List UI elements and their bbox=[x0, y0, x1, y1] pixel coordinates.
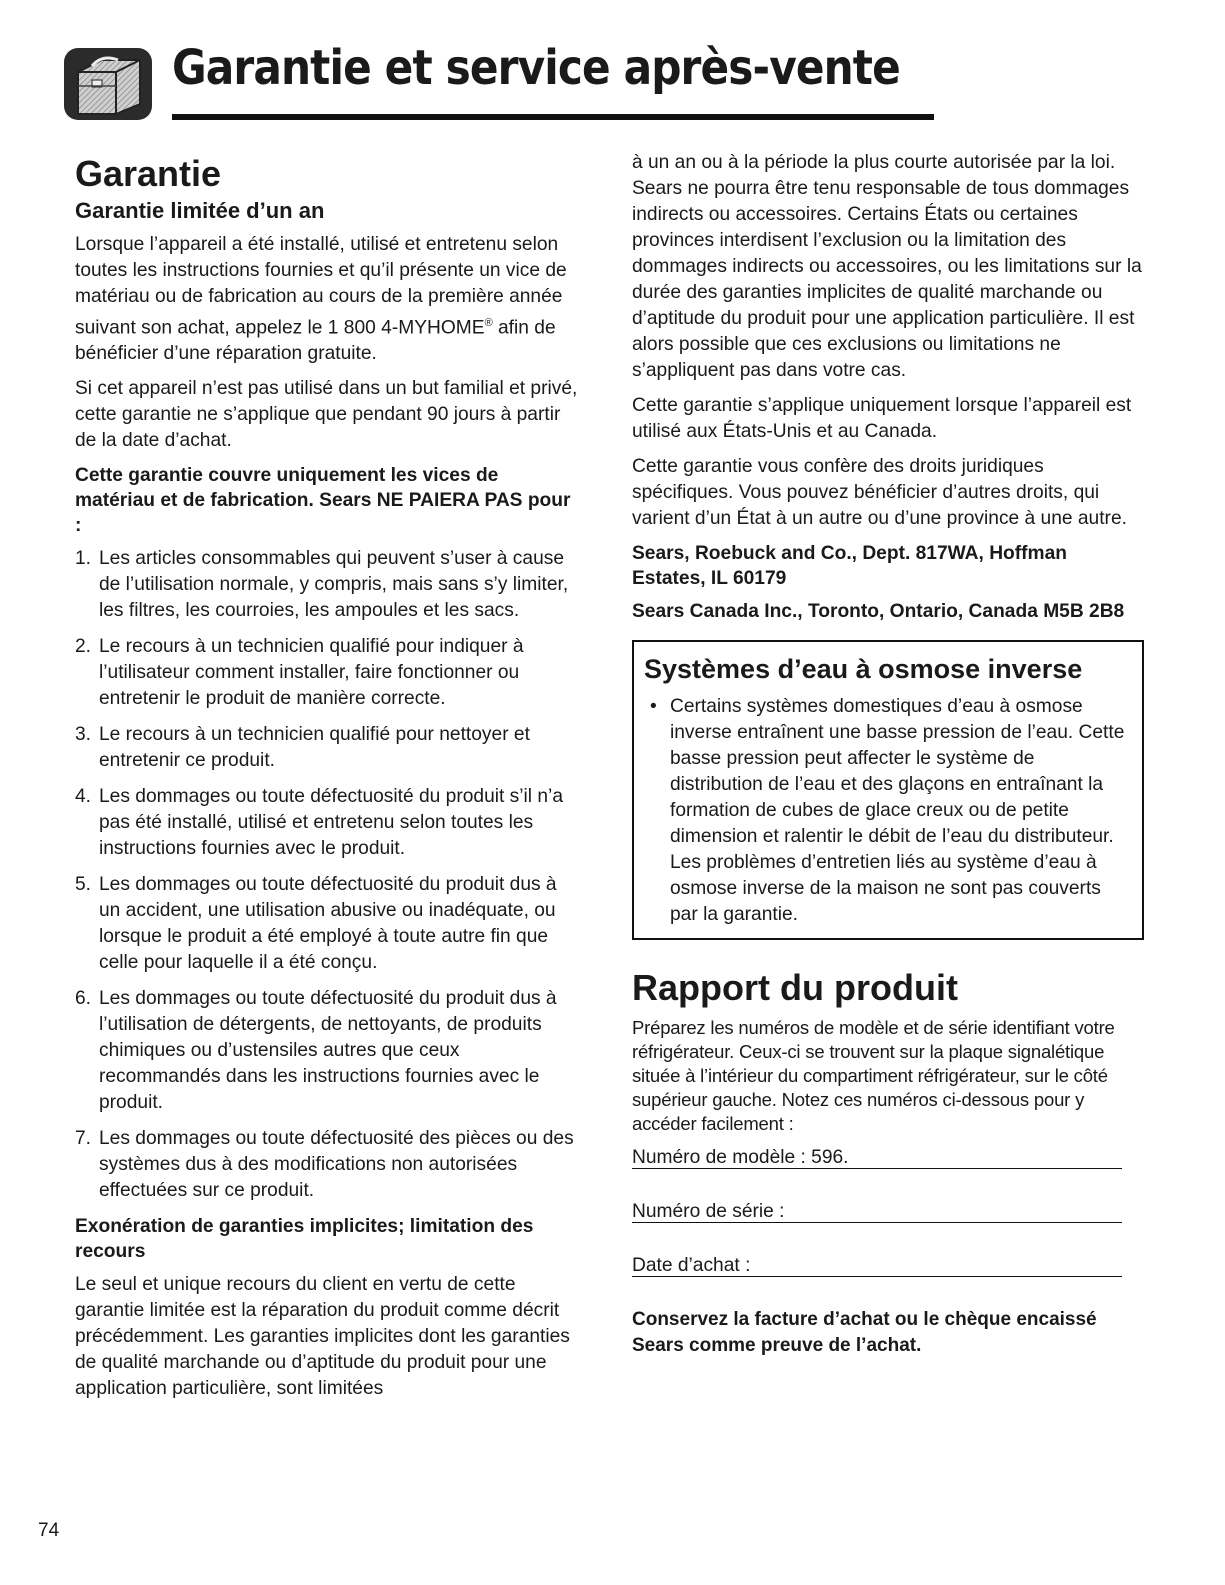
purchase-date-line[interactable] bbox=[632, 1276, 1122, 1277]
rapport-intro: Préparez les numéros de modèle et de série identifiant votre réfrigérateur. Ceux-ci se trouvent sur la plaque signalétique située à l’intérieur du compartiment réfrigérateur, sur le côté supérieur gauche. Notez ces numéros ci-dessous pour y accéder facilement : bbox=[632, 1017, 1115, 1134]
rapport-heading: Rapport du produit bbox=[632, 967, 958, 1008]
right-column bbox=[632, 150, 1144, 1368]
warranty-paragraph-1 bbox=[75, 232, 580, 367]
serial-number-field[interactable] bbox=[632, 1199, 1122, 1225]
model-number-line[interactable] bbox=[632, 1168, 1122, 1169]
exclusions-list bbox=[75, 546, 580, 1204]
disclaimer-paragraph: Le seul et unique recours du client en vertu de cette garantie limitée est la réparation du produit comme décrit précédemment. Les garanties implicites dont les garanties de qualité marchande ou d’aptitude du produit pour une application particulière, sont limitées bbox=[75, 1274, 570, 1400]
list-item-text: Les dommages ou toute défectuosité du produit dus à l’utilisation de détergents, de nettoyants, de produits chimiques ou d’ustensiles autres que ceux recommandés dans les instructions fournies avec le produit. bbox=[99, 988, 557, 1114]
page-title: Garantie et service après-vente bbox=[172, 40, 900, 96]
warranty-paragraph-2: Si cet appareil n’est pas utilisé dans un but familial et privé, cette garantie ne s’applique que pendant 90 jours à partir de la date d’achat. bbox=[75, 378, 578, 452]
list-item bbox=[75, 722, 580, 774]
disclaimer-heading: Exonération de garanties implicites; limitation des recours bbox=[75, 1216, 534, 1263]
bullet-dot: • bbox=[650, 696, 657, 717]
list-item-text: Les dommages ou toute défectuosité des pièces ou des systèmes dus à des modifications non autorisées effectuées sur ce produit. bbox=[99, 1128, 574, 1202]
covers-heading: Cette garantie couvre uniquement les vices de matériau et de fabrication. Sears NE PAIERA PAS pour : bbox=[75, 465, 571, 537]
list-item bbox=[75, 634, 580, 712]
warranty-p1-text-end: afin de bénéficier d’une réparation gratuite. bbox=[75, 317, 556, 365]
warranty-p1-text: Lorsque l’appareil a été installé, utilisé et entretenu selon toutes les instructions fournies et qu’il présente un vice de matériau ou de fabrication au cours de la première année suivant son achat, appelez le 1 800 4-MYHOME bbox=[75, 234, 567, 339]
keep-receipt-note: Conservez la facture d’achat ou le chèque encaissé Sears comme preuve de l’achat. bbox=[632, 1309, 1097, 1356]
list-item-text: Le recours à un technicien qualifié pour indiquer à l’utilisateur comment installer, faire fonctionner ou entretenir le produit de manière correcte. bbox=[99, 636, 524, 710]
list-item-text: Les dommages ou toute défectuosité du produit dus à un accident, une utilisation abusive ou inadéquate, ou lorsque le produit a été employé à toute autre fin que celle pour laquelle il a été conçu. bbox=[99, 874, 557, 974]
limited-warranty-subheading: Garantie limitée d’un an bbox=[75, 198, 325, 223]
left-column bbox=[75, 152, 580, 1411]
rights-paragraph: Cette garantie vous confère des droits juridiques spécifiques. Vous pouvez bénéficier d’autres droits, qui varient d’un État à un autre ou d’une province à une autre. bbox=[632, 456, 1127, 529]
list-item-number: 7. bbox=[75, 1128, 92, 1150]
garantie-heading: Garantie bbox=[75, 153, 222, 194]
list-item-text: Le recours à un technicien qualifié pour nettoyer et entretenir ce produit. bbox=[99, 724, 530, 772]
list-item bbox=[75, 784, 580, 862]
list-item bbox=[75, 546, 580, 624]
registered-mark: ® bbox=[484, 317, 493, 329]
purchase-date-field[interactable] bbox=[632, 1253, 1122, 1279]
list-item-number: 4. bbox=[75, 786, 92, 808]
osmosis-bullet-text: Certains systèmes domestiques d’eau à osmose inverse entraînent une basse pression de l’eau. Cette basse pression peut affecter le système de distribution de l’eau et des glaçons en entraînant la formation de cubes de glace creux ou de petite dimension et ralentir le débit de l’eau du distributeur. Les problèmes d’entretien liés au système d’eau à osmose inverse de la maison ne sont pas couverts par la garantie. bbox=[670, 696, 1125, 925]
serial-number-label: Numéro de série : bbox=[632, 1201, 789, 1222]
page-header bbox=[62, 40, 900, 122]
model-number-label: Numéro de modèle : 596. bbox=[632, 1147, 853, 1168]
sears-us-address: Sears, Roebuck and Co., Dept. 817WA, Hoffman Estates, IL 60179 bbox=[632, 543, 1068, 589]
model-number-field[interactable] bbox=[632, 1145, 1122, 1171]
toolbox-icon bbox=[62, 46, 154, 122]
serial-number-line[interactable] bbox=[632, 1222, 1122, 1223]
osmosis-notice-box bbox=[632, 640, 1144, 940]
list-item bbox=[75, 986, 580, 1116]
list-item-number: 5. bbox=[75, 874, 92, 896]
list-item-number: 2. bbox=[75, 636, 92, 658]
osmosis-heading: Systèmes d’eau à osmose inverse bbox=[644, 654, 1083, 684]
scope-paragraph: Cette garantie s’applique uniquement lorsque l’appareil est utilisé aux États-Unis et au Canada. bbox=[632, 395, 1132, 442]
list-item-text: Les articles consommables qui peuvent s’user à cause de l’utilisation normale, y compris, mais sans s’y limiter, les filtres, les courroies, les ampoules et les sacs. bbox=[99, 548, 569, 622]
list-item bbox=[75, 1126, 580, 1204]
list-item bbox=[75, 872, 580, 976]
osmosis-bullet bbox=[644, 694, 1128, 928]
page-number: 74 bbox=[38, 1520, 60, 1541]
title-underline bbox=[172, 114, 934, 120]
disclaimer-paragraph-continued: à un an ou à la période la plus courte autorisée par la loi. Sears ne pourra être tenu responsable de tous dommages indirects ou accessoires. Certains États ou certaines provinces interdisent l’exclusion ou la limitation des dommages indirects ou accessoires, ou les limitations sur la durée des garanties implicites de qualité marchande ou d’aptitude du produit pour une application particulière. Il est alors possible que ces exclusions ou limitations ne s’appliquent pas dans votre cas. bbox=[632, 152, 1142, 381]
list-item-number: 1. bbox=[75, 548, 92, 570]
sears-canada-address: Sears Canada Inc., Toronto, Ontario, Canada M5B 2B8 bbox=[632, 601, 1125, 622]
list-item-number: 6. bbox=[75, 988, 92, 1010]
purchase-date-label: Date d’achat : bbox=[632, 1255, 754, 1276]
list-item-number: 3. bbox=[75, 724, 92, 746]
list-item-text: Les dommages ou toute défectuosité du produit s’il n’a pas été installé, utilisé et entretenu selon toutes les instructions fournies avec le produit. bbox=[99, 786, 563, 860]
